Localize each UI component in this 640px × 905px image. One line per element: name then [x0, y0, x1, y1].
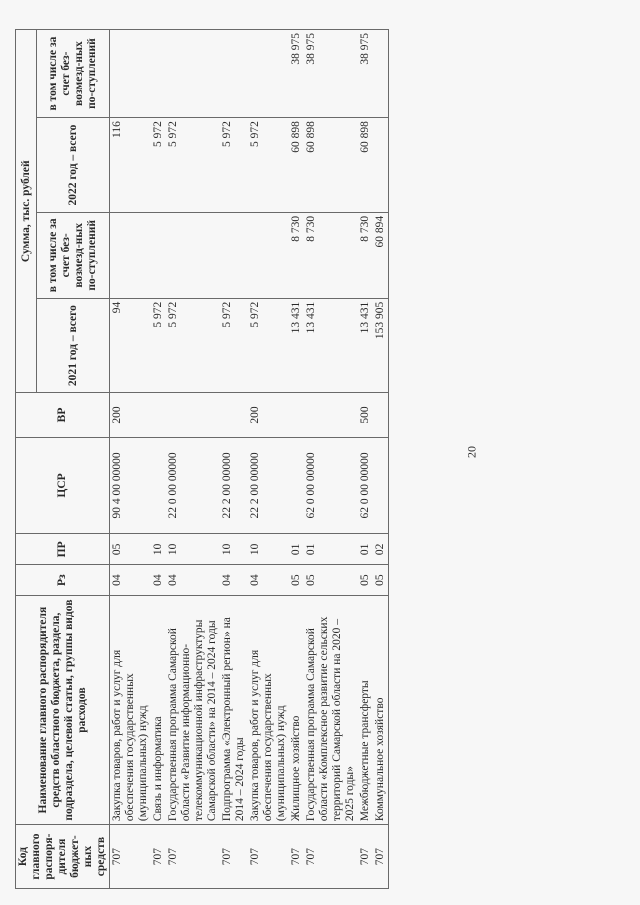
- cell-kgrs: 707: [358, 825, 373, 889]
- cell-2021-total: 5 972: [166, 298, 220, 393]
- cell-2022-free: [248, 30, 289, 118]
- cell-csr: 22 2 00 00000: [220, 437, 248, 534]
- cell-2021-total: 13 431: [289, 298, 304, 393]
- cell-2022-free: [110, 30, 152, 118]
- table-row: [220, 30, 248, 889]
- cell-2021-total: 94: [110, 298, 152, 393]
- cell-kgrs: 707: [289, 825, 304, 889]
- table-row: [248, 30, 289, 889]
- cell-vr: 200: [110, 393, 152, 437]
- cell-kgrs: 707: [304, 825, 358, 889]
- header-2021-free: в том числе за счет без-возмезд-ных по-ступлений: [37, 212, 110, 298]
- cell-2022-free: 38 975: [304, 30, 358, 118]
- cell-csr: 62 0 00 00000: [304, 437, 358, 534]
- cell-2021-free: [166, 212, 220, 298]
- table-row: [373, 30, 389, 889]
- cell-vr: [373, 393, 389, 437]
- cell-name: Государственная программа Самарской области «Развитие информационно-телекоммуникационной инфраструктуры Самарской области» на 2014 – 2024 годы: [166, 596, 220, 825]
- table-row: [289, 30, 304, 889]
- header-kgrs: Код главного распоря-дителя бюджет-ных средств: [16, 825, 110, 889]
- cell-2022-total: 5 972: [248, 118, 289, 213]
- cell-2021-free: [248, 212, 289, 298]
- cell-2021-free: 8 730: [358, 212, 373, 298]
- header-2022-total: 2022 год – всего: [37, 118, 110, 213]
- cell-name: Подпрограмма «Электронный регион» на 2014 – 2024 годы: [220, 596, 248, 825]
- cell-csr: 62 0 00 00000: [358, 437, 373, 534]
- cell-2021-free: [151, 212, 166, 298]
- cell-name: Жилищное хозяйство: [289, 596, 304, 825]
- cell-name: Связь и информатика: [151, 596, 166, 825]
- cell-2021-total: 13 431: [304, 298, 358, 393]
- cell-2022-free: [220, 30, 248, 118]
- cell-pr: 02: [373, 534, 389, 565]
- cell-2021-free: [220, 212, 248, 298]
- cell-2022-total: 60 898: [358, 118, 373, 213]
- cell-2022-total: 5 972: [151, 118, 166, 213]
- cell-vr: [220, 393, 248, 437]
- cell-vr: [289, 393, 304, 437]
- cell-vr: [304, 393, 358, 437]
- header-csr: ЦСР: [16, 437, 110, 534]
- cell-rz: 04: [220, 565, 248, 596]
- cell-2021-free: [110, 212, 152, 298]
- budget-table: [15, 29, 389, 889]
- header-vr: ВР: [16, 393, 110, 437]
- cell-2022-free: [373, 30, 389, 118]
- cell-pr: 10: [166, 534, 220, 565]
- cell-vr: [151, 393, 166, 437]
- cell-rz: 04: [248, 565, 289, 596]
- table-row: [304, 30, 358, 889]
- header-2022-free: в том числе за счет без-возмезд-ных по-ступлений: [37, 30, 110, 118]
- cell-pr: 05: [110, 534, 152, 565]
- table-row: [166, 30, 220, 889]
- header-pr: ПР: [16, 534, 110, 565]
- cell-2021-total: 5 972: [220, 298, 248, 393]
- cell-rz: 05: [373, 565, 389, 596]
- cell-rz: 05: [304, 565, 358, 596]
- cell-2022-free: 38 975: [289, 30, 304, 118]
- cell-kgrs: 707: [373, 825, 389, 889]
- header-2021-total: 2021 год – всего: [37, 298, 110, 393]
- header-sum-group: Сумма, тыс. рублей: [16, 30, 37, 393]
- cell-pr: 01: [358, 534, 373, 565]
- cell-name: Межбюджетные трансферты: [358, 596, 373, 825]
- cell-kgrs: 707: [166, 825, 220, 889]
- cell-2021-total: 5 972: [248, 298, 289, 393]
- cell-2022-free: [151, 30, 166, 118]
- header-rz: Рз: [16, 565, 110, 596]
- cell-vr: 500: [358, 393, 373, 437]
- cell-2022-free: 38 975: [358, 30, 373, 118]
- cell-2022-total: 116: [110, 118, 152, 213]
- cell-pr: 01: [289, 534, 304, 565]
- cell-2022-free: [166, 30, 220, 118]
- cell-name: Закупка товаров, работ и услуг для обеспечения государственных (муниципальных) нужд: [110, 596, 152, 825]
- cell-pr: 10: [151, 534, 166, 565]
- cell-pr: 10: [248, 534, 289, 565]
- cell-2021-free: 60 894: [373, 212, 389, 298]
- cell-kgrs: 707: [151, 825, 166, 889]
- cell-csr: [373, 437, 389, 534]
- cell-2022-total: 60 898: [304, 118, 358, 213]
- cell-rz: 04: [166, 565, 220, 596]
- cell-kgrs: 707: [220, 825, 248, 889]
- table-row: [151, 30, 166, 889]
- table-row: [110, 30, 152, 889]
- cell-rz: 04: [110, 565, 152, 596]
- cell-csr: 90 4 00 00000: [110, 437, 152, 534]
- cell-rz: 05: [289, 565, 304, 596]
- cell-2021-free: 8 730: [289, 212, 304, 298]
- cell-vr: [166, 393, 220, 437]
- cell-rz: 04: [151, 565, 166, 596]
- cell-name: Закупка товаров, работ и услуг для обеспечения государственных (муниципальных) нужд: [248, 596, 289, 825]
- cell-2022-total: [373, 118, 389, 213]
- cell-vr: 200: [248, 393, 289, 437]
- cell-kgrs: 707: [248, 825, 289, 889]
- cell-2021-total: 153 905: [373, 298, 389, 393]
- cell-csr: [151, 437, 166, 534]
- cell-pr: 10: [220, 534, 248, 565]
- cell-2021-free: 8 730: [304, 212, 358, 298]
- cell-2022-total: 5 972: [220, 118, 248, 213]
- cell-name: Государственная программа Самарской области «Комплексное развитие сельских территорий Самарской области на 2020 – 2025 годы»: [304, 596, 358, 825]
- cell-rz: 05: [358, 565, 373, 596]
- cell-csr: [289, 437, 304, 534]
- page-number: 20: [464, 446, 479, 458]
- header-name: Наименование главного распорядителя средств областного бюджета, раздела, подраздела, целевой статьи, группы видов расходов: [16, 596, 110, 825]
- cell-2022-total: 60 898: [289, 118, 304, 213]
- cell-name: Коммунальное хозяйство: [373, 596, 389, 825]
- cell-csr: 22 0 00 00000: [166, 437, 220, 534]
- cell-2021-total: 13 431: [358, 298, 373, 393]
- table-row: [358, 30, 373, 889]
- cell-pr: 01: [304, 534, 358, 565]
- cell-2021-total: 5 972: [151, 298, 166, 393]
- table-body: [110, 30, 389, 889]
- cell-csr: 22 2 00 00000: [248, 437, 289, 534]
- cell-kgrs: 707: [110, 825, 152, 889]
- budget-table-container: [15, 29, 625, 889]
- cell-2022-total: 5 972: [166, 118, 220, 213]
